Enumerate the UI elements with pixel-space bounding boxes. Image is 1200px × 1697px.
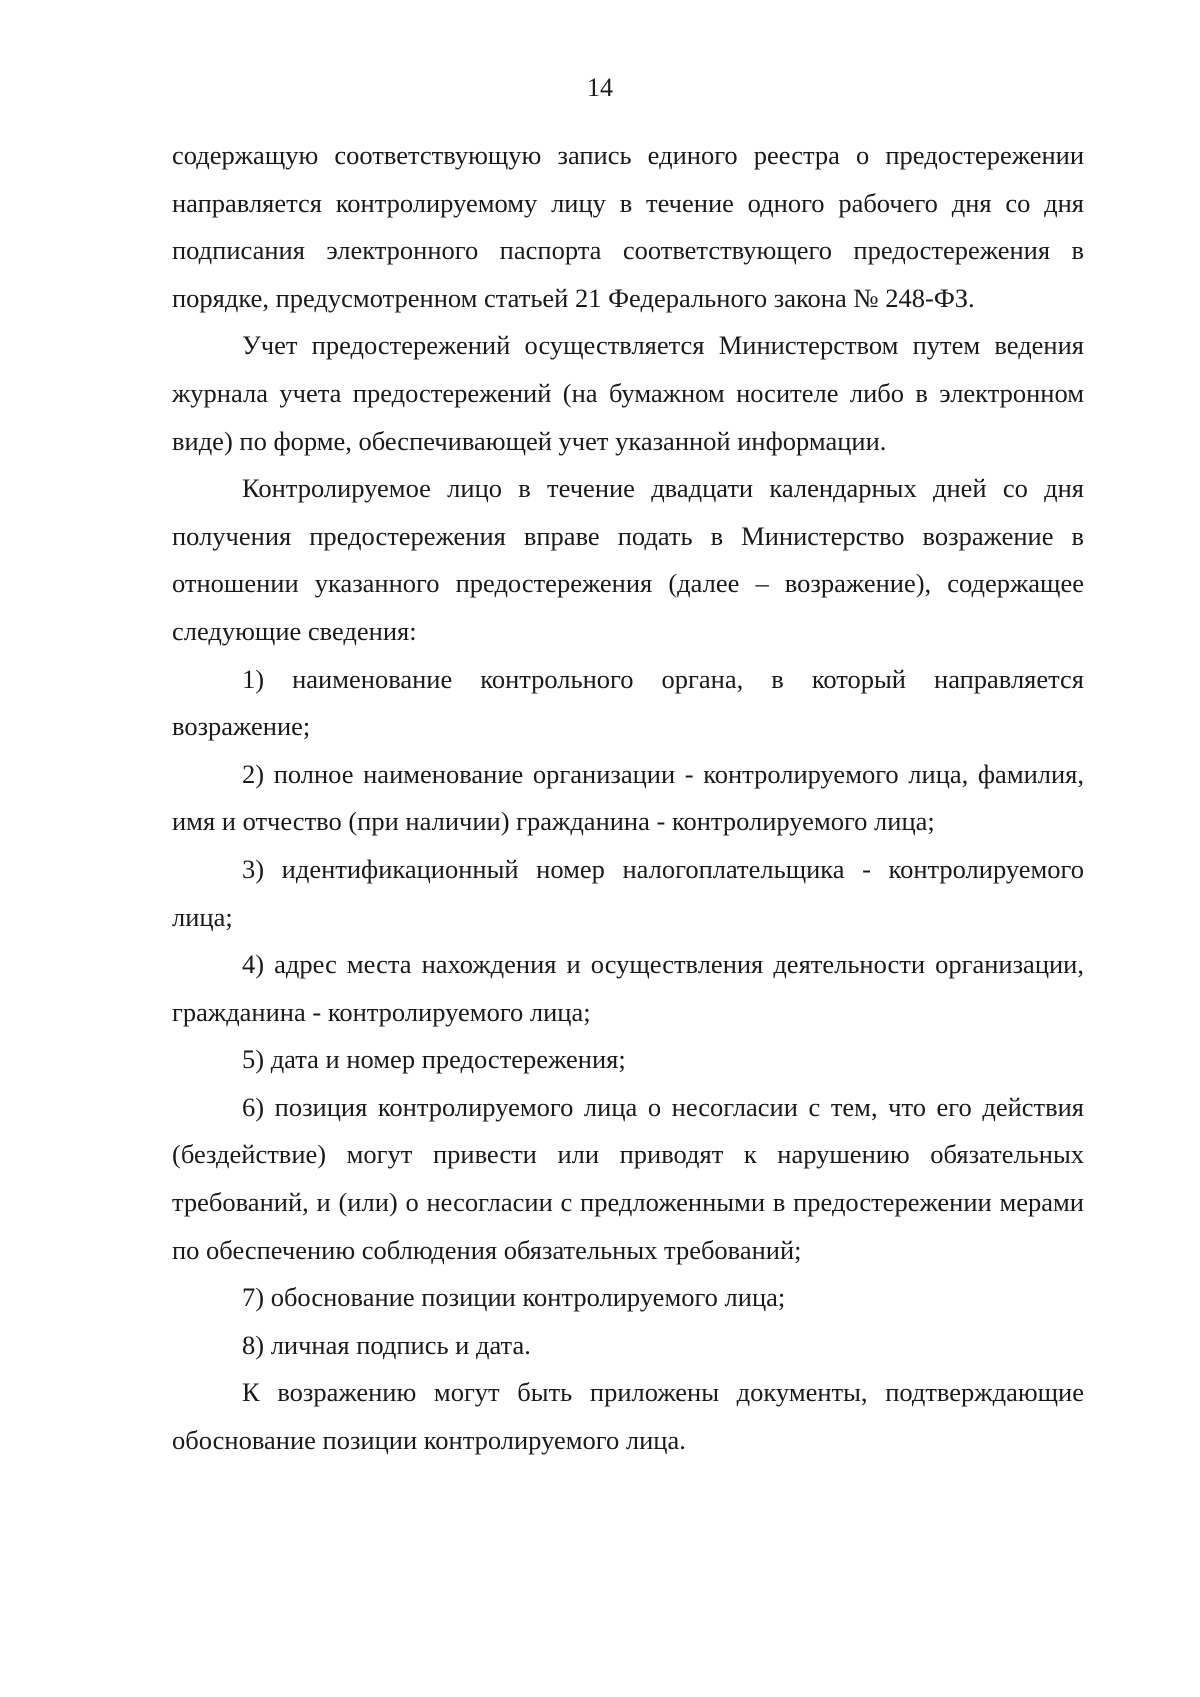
- list-item-1: 1) наименование контрольного органа, в который направляется возражение;: [172, 663, 1084, 742]
- list-item-4: 4) адрес места нахождения и осуществления деятельности организации, гражданина - контролируемого лица;: [172, 949, 1084, 1027]
- paragraph-registry-record: содержащую соответствующую запись единого реестра о предостережении направляется контролируемому лицу в течение одного рабочего дня со дня подписания электронного паспорта соответствующего предостережения в порядке, предусмотренном статьей 21 Федерального закона № 248-ФЗ.: [172, 140, 1084, 313]
- list-item-2: 2) полное наименование организации - контролируемого лица, фамилия, имя и отчество (при наличии) гражданина - контролируемого лица;: [172, 758, 1084, 837]
- list-item-5: 5) дата и номер предостережения;: [242, 1044, 626, 1075]
- paragraph-attached-documents: К возражению могут быть приложены документы, подтверждающие обоснование позиции контролируемого лица.: [172, 1377, 1084, 1456]
- list-item-8: 8) личная подпись и дата.: [242, 1329, 531, 1360]
- list-item-7: 7) обоснование позиции контролируемого лица;: [242, 1282, 786, 1313]
- list-item-3: 3) идентификационный номер налогоплательщика - контролируемого лица;: [172, 853, 1084, 932]
- page-number: 14: [587, 73, 613, 102]
- document-body: [172, 132, 1084, 1465]
- list-item-6: 6) позиция контролируемого лица о несогласии с тем, что его действия (бездействие) могут привести или приводят к нарушению обязательных требований, и (или) о несогласии с предложенными в предостережении мерами по обеспечению соблюдения обязательных требований;: [172, 1091, 1084, 1265]
- paragraph-objection-right: Контролируемое лицо в течение двадцати календарных дней со дня получения предостережения вправе подать в Министерство возражение в отношении указанного предостережения (далее – возражение), содержащее следующие сведения:: [172, 473, 1084, 646]
- paragraph-warnings-accounting: Учет предостережений осуществляется Министерством путем ведения журнала учета предостережений (на бумажном носителе либо в электронном виде) по форме, обеспечивающей учет указанной информации.: [172, 330, 1084, 456]
